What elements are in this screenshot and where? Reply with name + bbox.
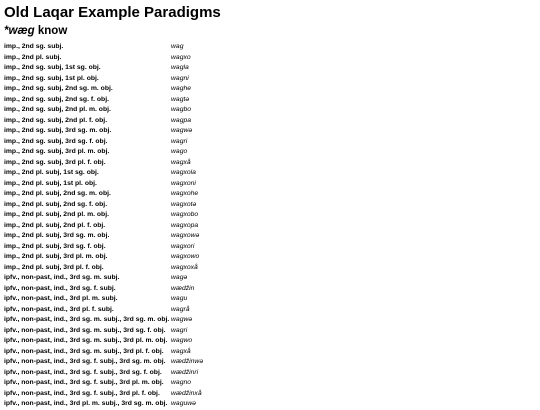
row-form: wædžinri: [171, 368, 199, 376]
row-gloss: imp., 2nd sg. subj, 2nd sg. f. obj.: [4, 95, 109, 103]
row-gloss: ipfv., non-past, ind., 3rd sg. m. subj., 3rd sg. m. obj.: [4, 316, 170, 323]
table-row: [4, 347, 203, 358]
row-form: wagu: [171, 295, 188, 302]
row-form: wagwə: [171, 316, 193, 323]
row-form: wagla: [171, 64, 189, 71]
row-gloss: imp., 2nd sg. subj, 3rd pl. m. obj.: [4, 148, 110, 155]
row-form: wag: [171, 43, 184, 50]
row-gloss: imp., 2nd sg. subj, 2nd sg. m. obj.: [4, 85, 113, 92]
paradigm-table: [4, 42, 203, 410]
row-form: wagxowə: [171, 232, 200, 239]
page-subtitle: [4, 25, 67, 37]
row-gloss: imp., 2nd sg. subj, 3rd pl. f. obj.: [4, 158, 106, 166]
table-row: [4, 305, 203, 316]
table-row: [4, 273, 203, 284]
table-row: [4, 147, 203, 158]
table-row: [4, 357, 203, 368]
table-row: [4, 231, 203, 242]
row-gloss: imp., 2nd pl. subj, 1st pl. obj.: [4, 179, 97, 187]
table-row: [4, 326, 203, 337]
row-form: wagxobo: [171, 211, 199, 218]
row-form: waguwə: [171, 400, 196, 407]
row-form: wago: [171, 148, 188, 155]
row-gloss: ipfv., non-past, ind., 3rd sg. f. subj., 3rd pl. f. obj.: [4, 389, 160, 397]
row-gloss: ipfv., non-past, ind., 3rd sg. f. subj.: [4, 284, 116, 292]
row-form: wagwə: [171, 127, 193, 134]
row-form: wagri: [171, 326, 188, 334]
row-form: wagxoni: [171, 179, 196, 187]
table-row: [4, 284, 203, 295]
row-form: wagxola: [171, 169, 196, 176]
row-gloss: imp., 2nd pl. subj, 3rd sg. m. obj.: [4, 232, 110, 239]
table-row: [4, 53, 203, 64]
row-form: wagtə: [171, 95, 190, 103]
row-gloss: ipfv., non-past, ind., 3rd sg. m. subj.: [4, 274, 120, 281]
row-gloss: imp., 2nd sg. subj, 1st pl. obj.: [4, 74, 99, 82]
row-gloss: imp., 2nd pl. subj, 2nd sg. f. obj.: [4, 200, 108, 208]
row-gloss: ipfv., non-past, ind., 3rd sg. f. subj., 3rd pl. m. obj.: [4, 379, 164, 386]
table-row: [4, 137, 203, 148]
row-gloss: imp., 2nd sg. subj, 3rd sg. m. obj.: [4, 127, 112, 134]
table-row: [4, 105, 203, 116]
row-form: wagno: [171, 379, 192, 386]
row-gloss: ipfv., non-past, ind., 3rd sg. m. subj., 3rd sg. f. obj.: [4, 326, 166, 334]
table-row: [4, 200, 203, 211]
table-row: [4, 378, 203, 389]
table-row: [4, 315, 203, 326]
row-gloss: imp., 2nd pl. subj, 2nd sg. m. obj.: [4, 190, 111, 197]
row-gloss: imp., 2nd pl. subj, 3rd sg. f. obj.: [4, 242, 106, 250]
row-form: wagə: [171, 274, 188, 281]
row-gloss: ipfv., non-past, ind., 3rd pl. f. subj.: [4, 305, 114, 313]
row-form: wagxowo: [171, 253, 200, 260]
table-row: [4, 242, 203, 253]
row-gloss: imp., 2nd pl. subj, 3rd pl. f. obj.: [4, 263, 104, 271]
row-gloss: imp., 2nd pl. subj, 2nd pl. m. obj.: [4, 211, 109, 218]
table-row: [4, 95, 203, 106]
table-row: [4, 74, 203, 85]
row-gloss: imp., 2nd pl. subj, 3rd pl. m. obj.: [4, 253, 108, 260]
row-form: wagri: [171, 137, 188, 145]
row-form: wagxopa: [171, 221, 199, 229]
row-gloss: imp., 2nd pl. subj, 1st sg. obj.: [4, 169, 99, 176]
row-form: wagxå: [171, 347, 191, 355]
table-row: [4, 158, 203, 169]
table-row: [4, 221, 203, 232]
row-form: wagxå: [171, 158, 191, 166]
row-gloss: imp., 2nd pl. subj, 2nd pl. f. obj.: [4, 221, 106, 229]
row-gloss: ipfv., non-past, ind., 3rd pl. m. subj.: [4, 295, 118, 302]
table-row: [4, 294, 203, 305]
row-form: wagpa: [171, 116, 192, 124]
row-form: wagrå: [171, 305, 190, 313]
subtitle-gloss: know: [37, 25, 68, 37]
table-row: [4, 399, 203, 410]
row-form: wagxo: [171, 53, 191, 61]
table-row: [4, 263, 203, 274]
table-row: [4, 179, 203, 190]
row-form: wagxoxå: [171, 263, 198, 271]
row-gloss: ipfv., non-past, ind., 3rd sg. m. subj., 3rd pl. m. obj.: [4, 337, 168, 344]
row-gloss: ipfv., non-past, ind., 3rd sg. m. subj., 3rd pl. f. obj.: [4, 347, 164, 355]
row-gloss: ipfv., non-past, ind., 3rd pl. m. subj., 3rd sg. m. obj.: [4, 400, 168, 407]
row-gloss: imp., 2nd sg. subj, 2nd pl. m. obj.: [4, 106, 111, 113]
table-row: [4, 63, 203, 74]
row-form: wagxotə: [171, 200, 197, 208]
row-form: waghe: [171, 85, 192, 92]
row-gloss: imp., 2nd pl. subj.: [4, 53, 62, 61]
row-form: wagni: [171, 74, 189, 82]
row-gloss: ipfv., non-past, ind., 3rd sg. f. subj., 3rd sg. m. obj.: [4, 358, 166, 365]
table-row: [4, 210, 203, 221]
table-row: [4, 42, 203, 53]
row-form: wagxori: [171, 242, 195, 250]
row-gloss: imp., 2nd sg. subj.: [4, 43, 64, 50]
row-form: wædžinxå: [171, 389, 202, 397]
row-gloss: ipfv., non-past, ind., 3rd sg. f. subj., 3rd sg. f. obj.: [4, 368, 162, 376]
page-title: Old Laqar Example Paradigms: [4, 4, 221, 21]
table-row: [4, 368, 203, 379]
table-row: [4, 84, 203, 95]
table-row: [4, 189, 203, 200]
table-row: [4, 168, 203, 179]
paradigm-table-body: [4, 42, 203, 410]
row-form: wædžinwə: [171, 358, 204, 365]
table-row: [4, 336, 203, 347]
table-row: [4, 116, 203, 127]
subtitle-word: *wæg: [4, 25, 35, 37]
row-gloss: imp., 2nd sg. subj, 1st sg. obj.: [4, 64, 101, 71]
table-row: [4, 389, 203, 400]
row-gloss: imp., 2nd sg. subj, 3rd sg. f. obj.: [4, 137, 108, 145]
table-row: [4, 126, 203, 137]
table-row: [4, 252, 203, 263]
row-gloss: imp., 2nd sg. subj, 2nd pl. f. obj.: [4, 116, 108, 124]
row-form: wagbo: [171, 106, 192, 113]
row-form: wædžin: [171, 284, 195, 292]
row-form: wagwo: [171, 337, 193, 344]
row-form: wagxohe: [171, 190, 199, 197]
